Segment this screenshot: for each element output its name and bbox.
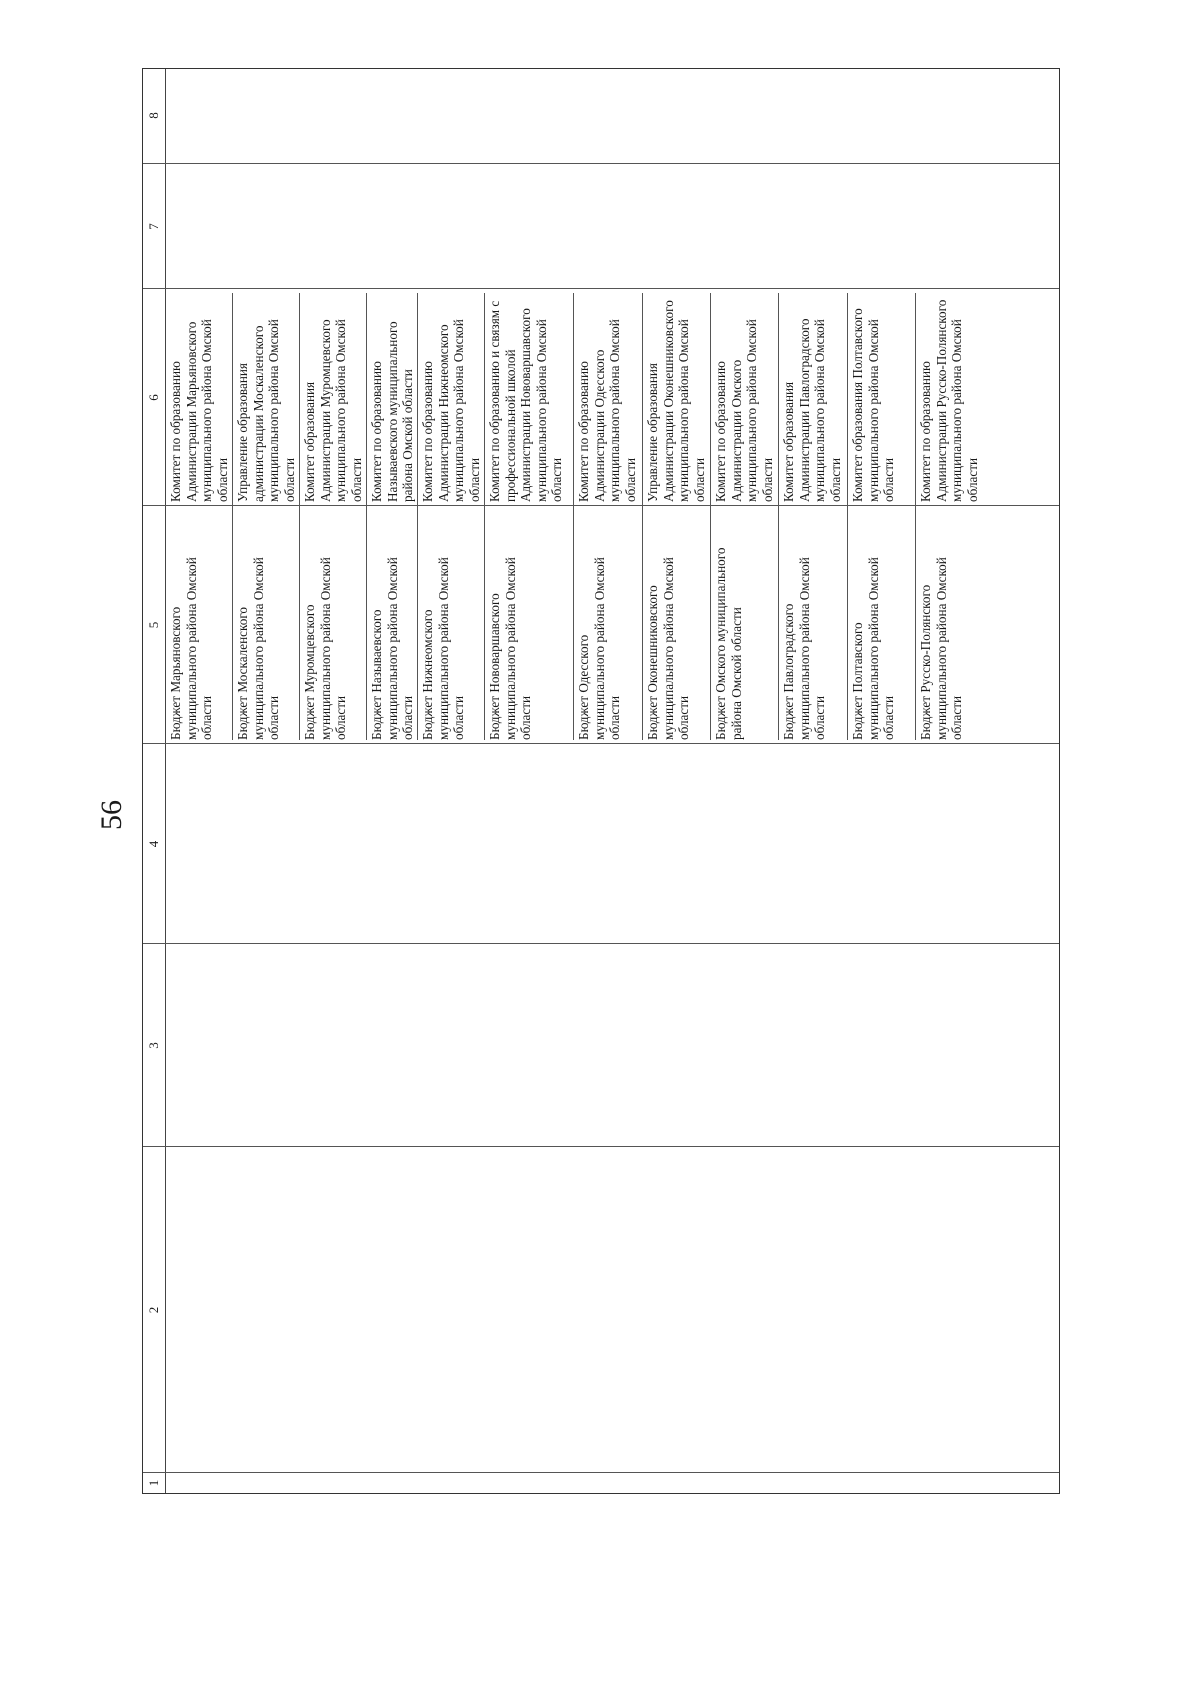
- column-divider: [143, 288, 1059, 289]
- budget-cell: Бюджет Называевского муниципального района Омской области: [369, 557, 416, 740]
- administrator-cell: Комитет по образованию Администрации Омского муниципального района Омской области: [713, 319, 775, 502]
- page-number: [96, 785, 128, 845]
- budget-cell: Бюджет Омского муниципального района Омской области: [713, 547, 744, 740]
- column-number-8: 8: [146, 112, 161, 119]
- budget-cell: Бюджет Нововаршавского муниципального района Омской области: [487, 557, 534, 740]
- administrator-cell: Комитет по образованию Администрации Нижнеомского муниципального района Омской области: [420, 319, 482, 502]
- administrator-cell: Комитет по образованию Администрации Марьяновского муниципального района Омской области: [168, 319, 230, 502]
- administrator-cell: Комитет по образованию Администрации Одесского муниципального района Омской области: [576, 319, 638, 502]
- row-divider: [710, 293, 711, 740]
- administrator-cell: Комитет по образованию Называевского муниципального района Омской области: [369, 321, 416, 502]
- administrator-cell: Комитет образования Администрации Муромцевского муниципального района Омской области: [302, 319, 364, 502]
- row-divider: [299, 293, 300, 740]
- column-divider: [143, 1146, 1059, 1147]
- column-divider: [143, 943, 1059, 944]
- administrator-cell: Комитет по образованию и связям с профессиональной школой Администрации Нововаршавского муниципального района Омской области: [487, 300, 565, 502]
- budget-cell: Бюджет Полтавского муниципального района Омской области: [850, 557, 897, 740]
- budget-table: [142, 68, 1060, 1494]
- rotated-table-page: [142, 68, 1060, 1494]
- budget-cell: Бюджет Оконешниковского муниципального района Омской области: [645, 557, 692, 740]
- column-divider: [143, 1472, 1059, 1473]
- column-number-2: 2: [146, 1306, 161, 1314]
- budget-cell: Бюджет Москаленского муниципального района Омской области: [235, 557, 282, 740]
- column-number-1: 1: [146, 1479, 161, 1487]
- row-divider: [417, 293, 418, 740]
- administrator-cell: Управление образования администрации Москаленского муниципального района Омской области: [235, 319, 297, 502]
- row-divider: [484, 293, 485, 740]
- row-divider: [778, 293, 779, 740]
- column-number-5: 5: [146, 621, 161, 629]
- column-divider: [143, 505, 1059, 506]
- row-divider: [847, 293, 848, 740]
- column-number-4: 4: [146, 840, 161, 848]
- budget-cell: Бюджет Нижнеомского муниципального района Омской области: [420, 557, 467, 740]
- administrator-cell: Комитет образования Полтавского муниципального района Омской области: [850, 308, 897, 502]
- budget-cell: Бюджет Муромцевского муниципального района Омской области: [302, 557, 349, 740]
- column-divider: [143, 163, 1059, 164]
- budget-cell: Бюджет Одесского муниципального района Омской области: [576, 557, 623, 740]
- column-number-6: 6: [146, 394, 161, 401]
- row-divider: [642, 293, 643, 740]
- column-number-7: 7: [146, 223, 161, 230]
- row-divider: [366, 293, 367, 740]
- row-divider: [232, 293, 233, 740]
- budget-cell: Бюджет Павлоградского муниципального района Омской области: [781, 557, 828, 740]
- row-divider: [573, 293, 574, 740]
- column-divider: [143, 743, 1059, 744]
- column-number-header: [143, 69, 166, 1493]
- administrator-cell: Комитет по образованию Администрации Русско-Полянского муниципального района Омской области: [918, 299, 980, 502]
- administrator-cell: Управление образования Администрации Оконешниковского муниципального района Омской области: [645, 300, 707, 502]
- column-number-3: 3: [146, 1042, 161, 1049]
- row-divider: [915, 293, 916, 740]
- administrator-cell: Комитет образования Администрации Павлоградского муниципального района Омской области: [781, 318, 843, 502]
- page-number-text: 56: [95, 800, 128, 830]
- budget-cell: Бюджет Русско-Полянского муниципального района Омской области: [918, 557, 965, 740]
- budget-cell: Бюджет Марьяновского муниципального района Омской области: [168, 557, 215, 740]
